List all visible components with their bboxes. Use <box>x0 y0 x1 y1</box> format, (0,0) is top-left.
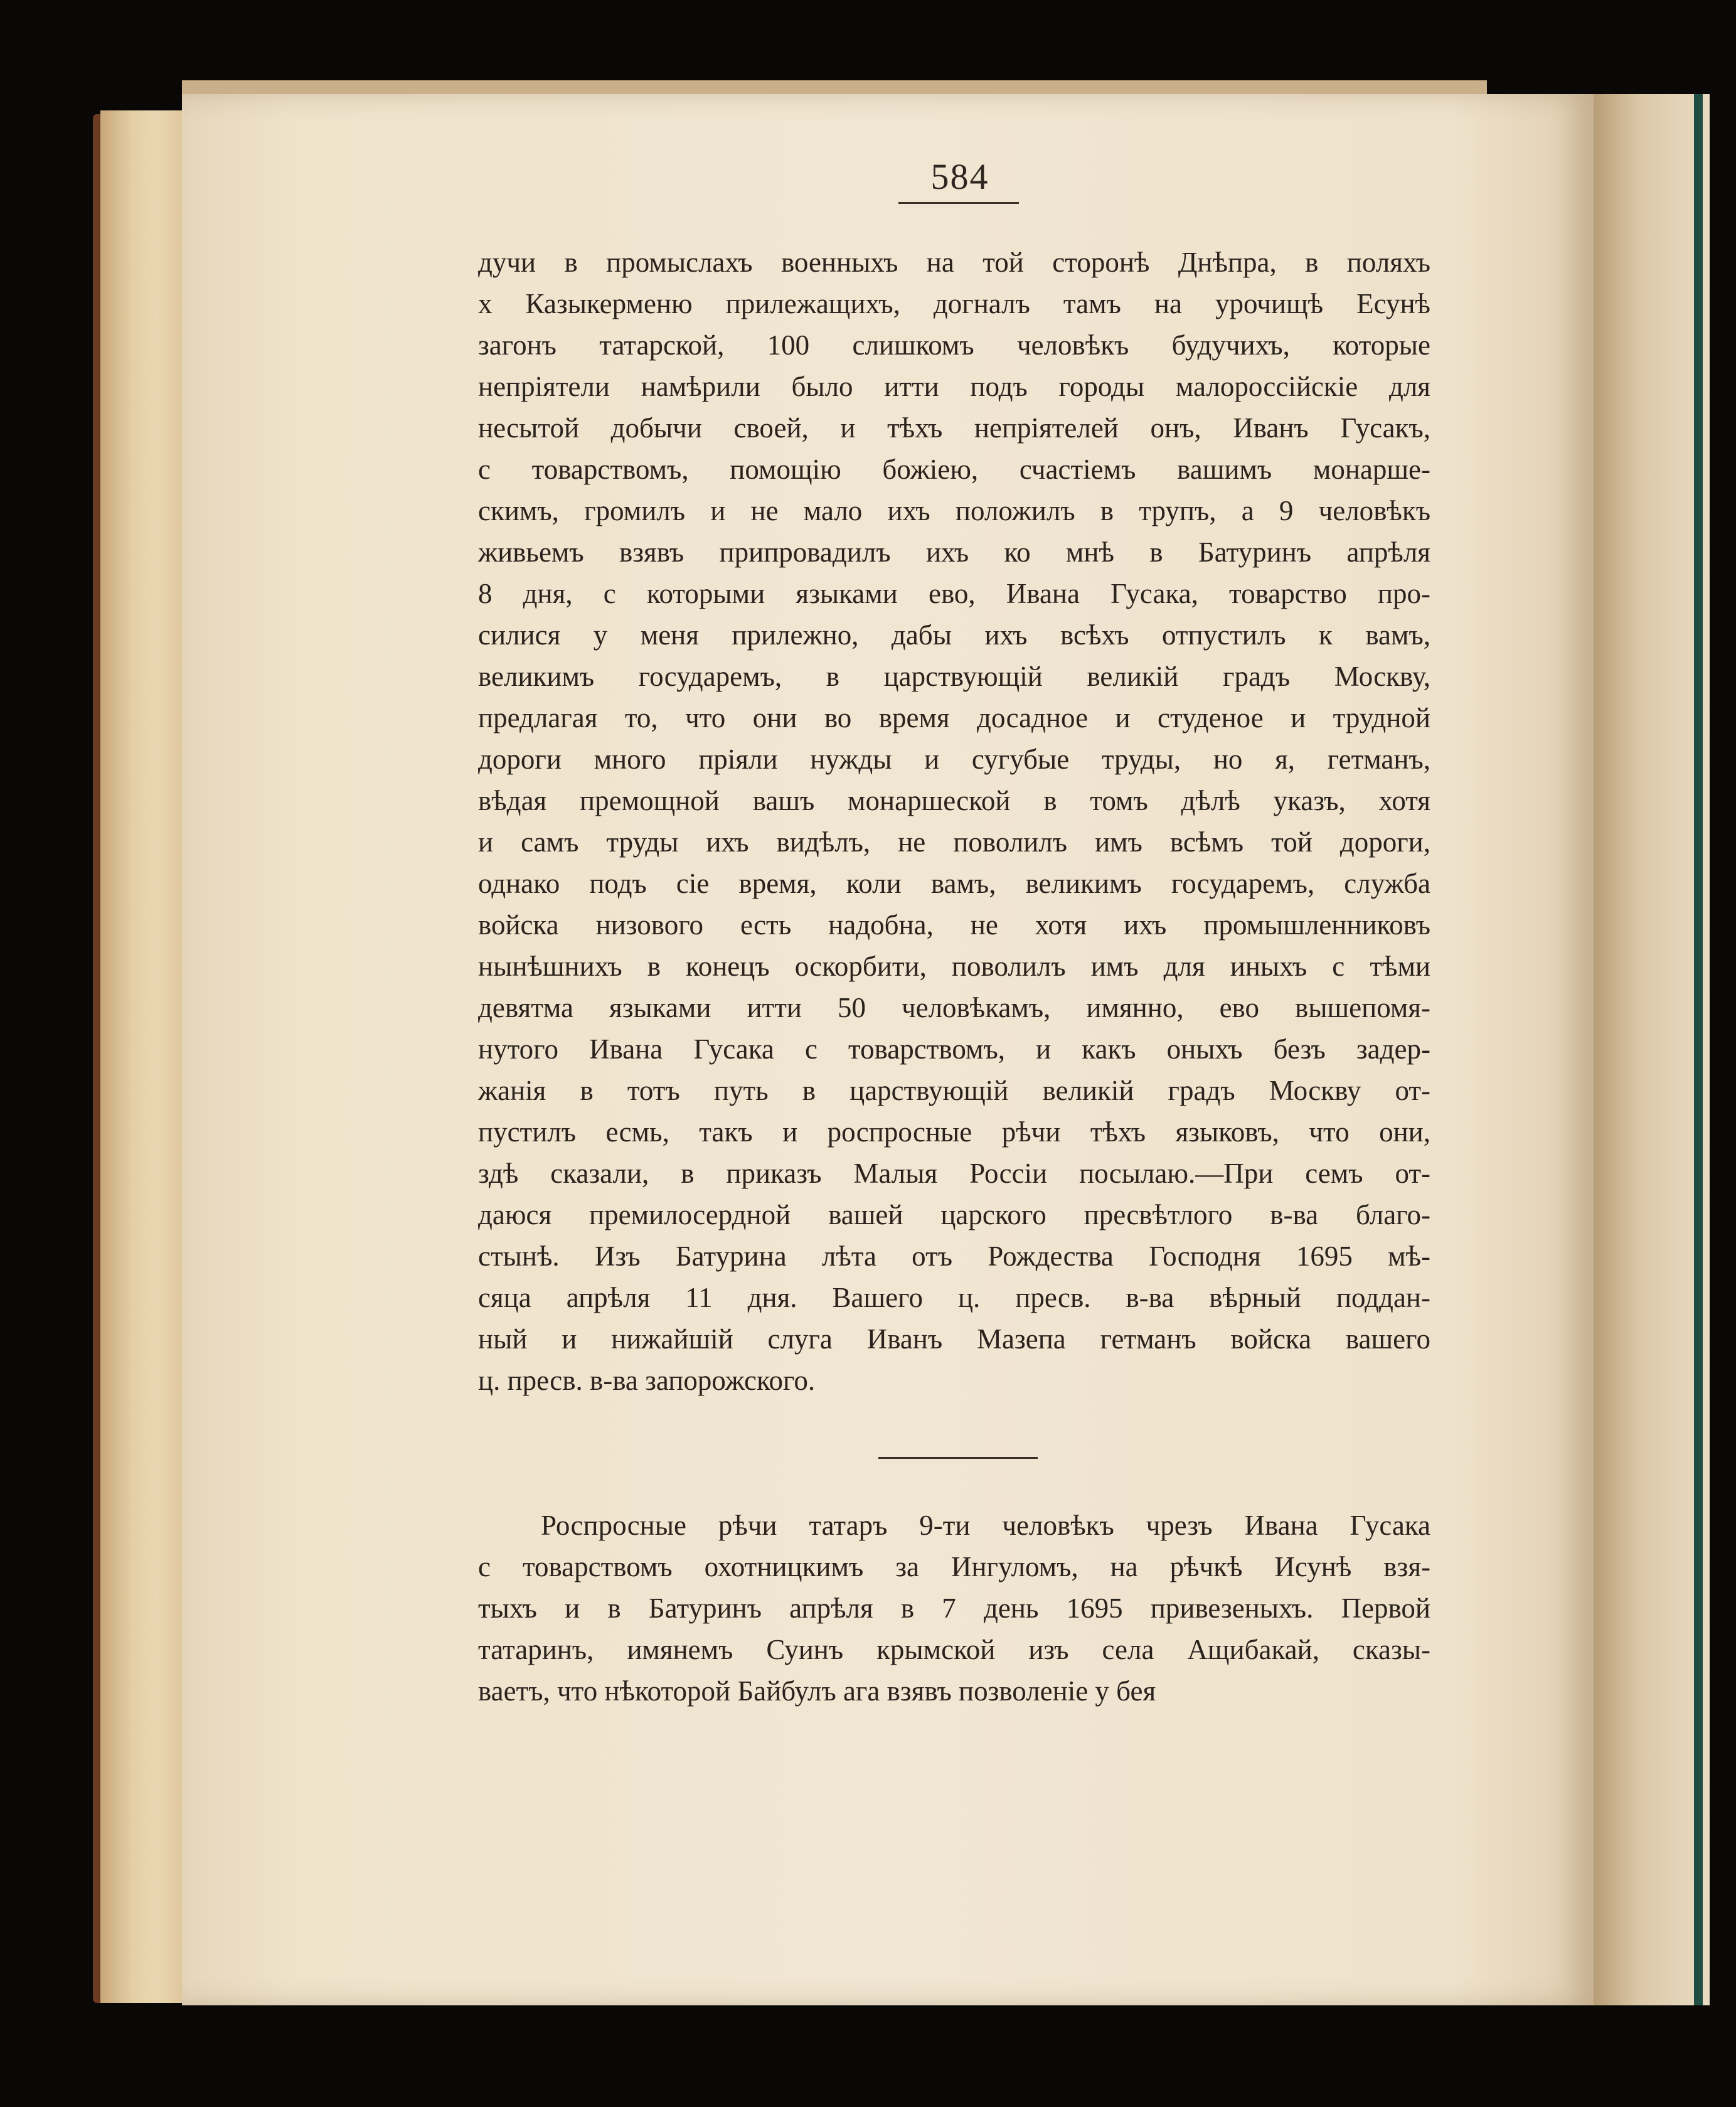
text-line: с товарствомъ, помощію божіею, счастіемъ вашимъ монарше- <box>478 454 1430 485</box>
text-line: тыхъ и в Батуринъ апрѣля в 7 день 1695 привезеныхъ. Первой <box>478 1592 1430 1624</box>
text-line: непріятели намѣрили было итти подъ городы малороссійскіе для <box>478 371 1430 402</box>
section-divider <box>878 1457 1038 1459</box>
text-line: ный и нижайшій слуга Иванъ Мазепа гетманъ войска вашего <box>478 1323 1430 1355</box>
text-line: силися у меня прилежно, дабы ихъ всѣхъ отпустилъ к вамъ, <box>478 619 1430 651</box>
text-line: сяца апрѣля 11 дня. Вашего ц. пресв. в-ва вѣрный поддан- <box>478 1282 1430 1313</box>
text-line: великимъ государемъ, в царствующій великій градъ Москву, <box>478 661 1430 692</box>
text-line: татаринъ, имянемъ Суинъ крымской изъ села Ащибакай, сказы- <box>478 1634 1430 1665</box>
text-line: дороги много пріяли нужды и сугубые труды, но я, гетманъ, <box>478 744 1430 775</box>
text-line: ваетъ, что нѣкоторой Байбулъ ага взявъ позволеніе у бея <box>478 1675 1156 1707</box>
text-line: х Казыкерменю прилежащихъ, догналъ тамъ на урочищѣ Есунѣ <box>478 288 1430 319</box>
text-line: войска низового есть надобна, не хотя ихъ промышленниковъ <box>478 909 1430 941</box>
text-line: девятма языками итти 50 человѣкамъ, имянно, ево вышепомя- <box>478 992 1430 1023</box>
text-line: ц. пресв. в-ва запорожского. <box>478 1365 816 1396</box>
text-line: стынѣ. Изъ Батурина лѣта отъ Рождества Господня 1695 мѣ- <box>478 1240 1430 1272</box>
text-line: вѣдая премощной вашъ монаршеской в томъ дѣлѣ указъ, хотя <box>478 785 1430 816</box>
paragraph-interrogation <box>478 1505 1430 1712</box>
text-line: предлагая то, что они во время досадное и студеное и трудной <box>478 702 1430 733</box>
text-line: пустилъ есмь, такъ и роспросные рѣчи тѣхъ языковъ, что они, <box>478 1116 1430 1148</box>
page-number-rule <box>898 202 1019 204</box>
text-line: несытой добычи своей, и тѣхъ непріятелей онъ, Иванъ Гусакъ, <box>478 412 1430 444</box>
text-line: 8 дня, с которыми языками ево, Ивана Гусака, товарство про- <box>478 578 1430 609</box>
page-stack-left <box>100 110 194 2003</box>
text-line: загонъ татарской, 100 слишкомъ человѣкъ будучихъ, которые <box>478 329 1430 361</box>
text-line: жанія в тотъ путь в царствующій великій градъ Москву от- <box>478 1075 1430 1106</box>
text-line: и самъ труды ихъ видѣлъ, не поволилъ имъ всѣмъ той дороги, <box>478 826 1430 858</box>
binding-edge <box>1694 94 1703 2005</box>
text-line: дучи в промыслахъ военныхъ на той сторонѣ Днѣпра, в поляхъ <box>478 247 1430 278</box>
facing-page-edge <box>1594 94 1710 2005</box>
text-line: Роспросные рѣчи татаръ 9-ти человѣкъ чрезъ Ивана Гусака <box>541 1510 1430 1541</box>
text-line: здѣ сказали, в приказъ Малыя Россіи посылаю.—При семъ от- <box>478 1158 1430 1189</box>
text-line: скимъ, громилъ и не мало ихъ положилъ в трупъ, а 9 человѣкъ <box>478 495 1430 526</box>
text-line: однако подъ сіе время, коли вамъ, великимъ государемъ, служба <box>478 868 1430 899</box>
text-line: живьемъ взявъ припровадилъ ихъ ко мнѣ в Батуринъ апрѣля <box>478 536 1430 568</box>
page-number: 584 <box>930 156 989 197</box>
paragraph-letter-body <box>478 242 1430 1401</box>
text-line: нынѣшнихъ в конецъ оскорбити, поволилъ имъ для иныхъ с тѣми <box>478 951 1430 982</box>
text-line: нутого Ивана Гусака с товарствомъ, и какъ оныхъ безъ задер- <box>478 1033 1430 1065</box>
text-line: даюся премилосердной вашей царского пресвѣтлого в-ва благо- <box>478 1199 1430 1230</box>
text-line: с товарствомъ охотницкимъ за Ингуломъ, на рѣчкѣ Исунѣ взя- <box>478 1551 1430 1582</box>
